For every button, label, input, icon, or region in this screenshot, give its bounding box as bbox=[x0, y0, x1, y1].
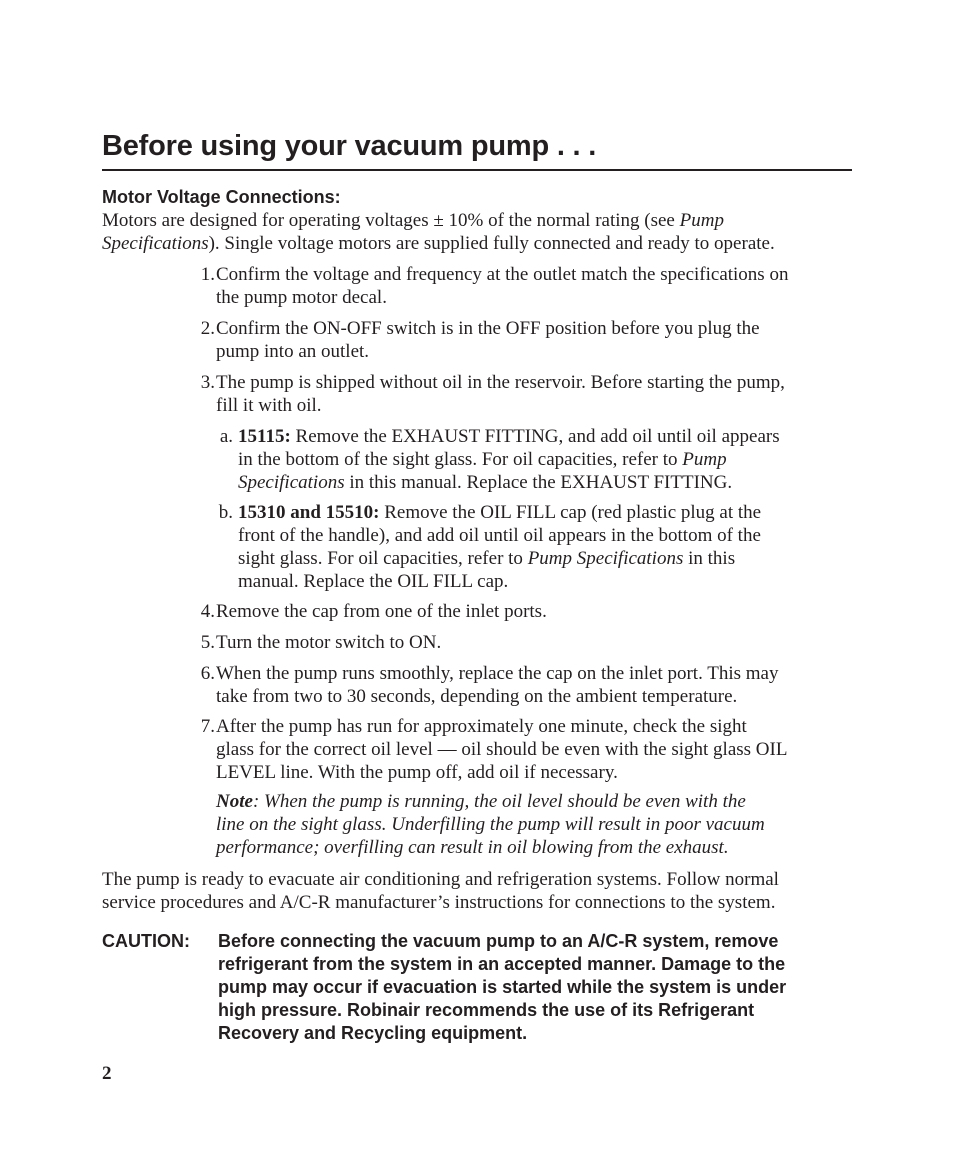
intro-line: Specifications). Single voltage motors are supplied fully connected and ready to operate. bbox=[102, 233, 775, 254]
intro-line: Motors are designed for operating voltages ± 10% of the normal rating (see Pump bbox=[102, 210, 724, 231]
page-title: Before using your vacuum pump . . . bbox=[102, 130, 597, 162]
caution-text: Before connecting the vacuum pump to an A/C-R system, remove refrigerant from the system in an accepted manner. Damage to the pump may occur if evacuation is started while the system is under high pressure. Robinair recommends the use of its Refrigerant Recovery and Recycling equipment. bbox=[218, 931, 787, 1043]
substep-text: 15310 and 15510: Remove the OIL FILL cap (red plastic plug at the front of the handle), and add oil until oil appears in the bottom of the sight glass. For oil capacities, refer to Pump Specifications in this manual. Replace the OIL FILL cap. bbox=[238, 502, 762, 592]
pump-specifications-reference: Specifications bbox=[102, 233, 209, 254]
step-number: 6. bbox=[200, 663, 215, 684]
substep-text: 15115: Remove the EXHAUST FITTING, and add oil until oil appears in the bottom of the sight glass. For oil capacities, refer to Pump Specifications in this manual. Replace the EXHAUST FITTING. bbox=[238, 426, 780, 493]
step-text: Confirm the ON-OFF switch is in the OFF position before you plug the pump into an outlet. bbox=[216, 318, 760, 362]
pump-specifications-reference: Pump bbox=[682, 449, 727, 470]
model-number: 15115: bbox=[238, 426, 291, 447]
closing-paragraph: The pump is ready to evacuate air conditioning and refrigeration systems. Follow normal service procedures and A/C-R manufacturer’s instructions for connections to the system. bbox=[102, 869, 779, 913]
substep-label: a. bbox=[219, 426, 233, 447]
substep-label: b. bbox=[218, 502, 233, 523]
step-text: Turn the motor switch to ON. bbox=[216, 632, 442, 653]
pump-specifications-reference: Specifications bbox=[238, 472, 345, 493]
pump-specifications-reference: Pump bbox=[679, 210, 724, 231]
page-number: 2 bbox=[102, 1063, 112, 1084]
oil-level-note: Note: When the pump is running, the oil level should be even with the line on the sight glass. Underfilling the pump will result in poor vacuum performance; overfilling can result in oil blowing from the exhaust. bbox=[216, 791, 765, 858]
caution-label: CAUTION: bbox=[102, 931, 190, 951]
step-text: After the pump has run for approximately one minute, check the sight glass for the correct oil level — oil should be even with the sight glass OIL LEVEL line. With the pump off, add oil if necessary. bbox=[216, 716, 788, 783]
title-divider bbox=[102, 169, 852, 171]
motor-voltage-intro bbox=[102, 209, 852, 255]
pump-specifications-reference: Pump Specifications bbox=[527, 548, 684, 569]
step-number: 4. bbox=[200, 601, 215, 622]
step-text: When the pump runs smoothly, replace the cap on the inlet port. This may take from two to 30 seconds, depending on the ambient temperature. bbox=[216, 663, 779, 707]
step-text: The pump is shipped without oil in the reservoir. Before starting the pump, fill it with oil. bbox=[216, 372, 785, 416]
step-number: 1. bbox=[200, 264, 215, 285]
step-text: Remove the cap from one of the inlet ports. bbox=[216, 601, 547, 622]
step-number: 7. bbox=[200, 716, 215, 737]
step-number: 5. bbox=[200, 632, 215, 653]
step-number: 2. bbox=[200, 318, 215, 339]
step-number: 3. bbox=[200, 372, 215, 393]
step-text: Confirm the voltage and frequency at the outlet match the specifications on the pump motor decal. bbox=[216, 264, 789, 308]
model-number: 15310 and 15510: bbox=[238, 502, 380, 523]
section-heading-motor-voltage: Motor Voltage Connections: bbox=[102, 187, 341, 207]
note-label: Note bbox=[216, 791, 253, 812]
